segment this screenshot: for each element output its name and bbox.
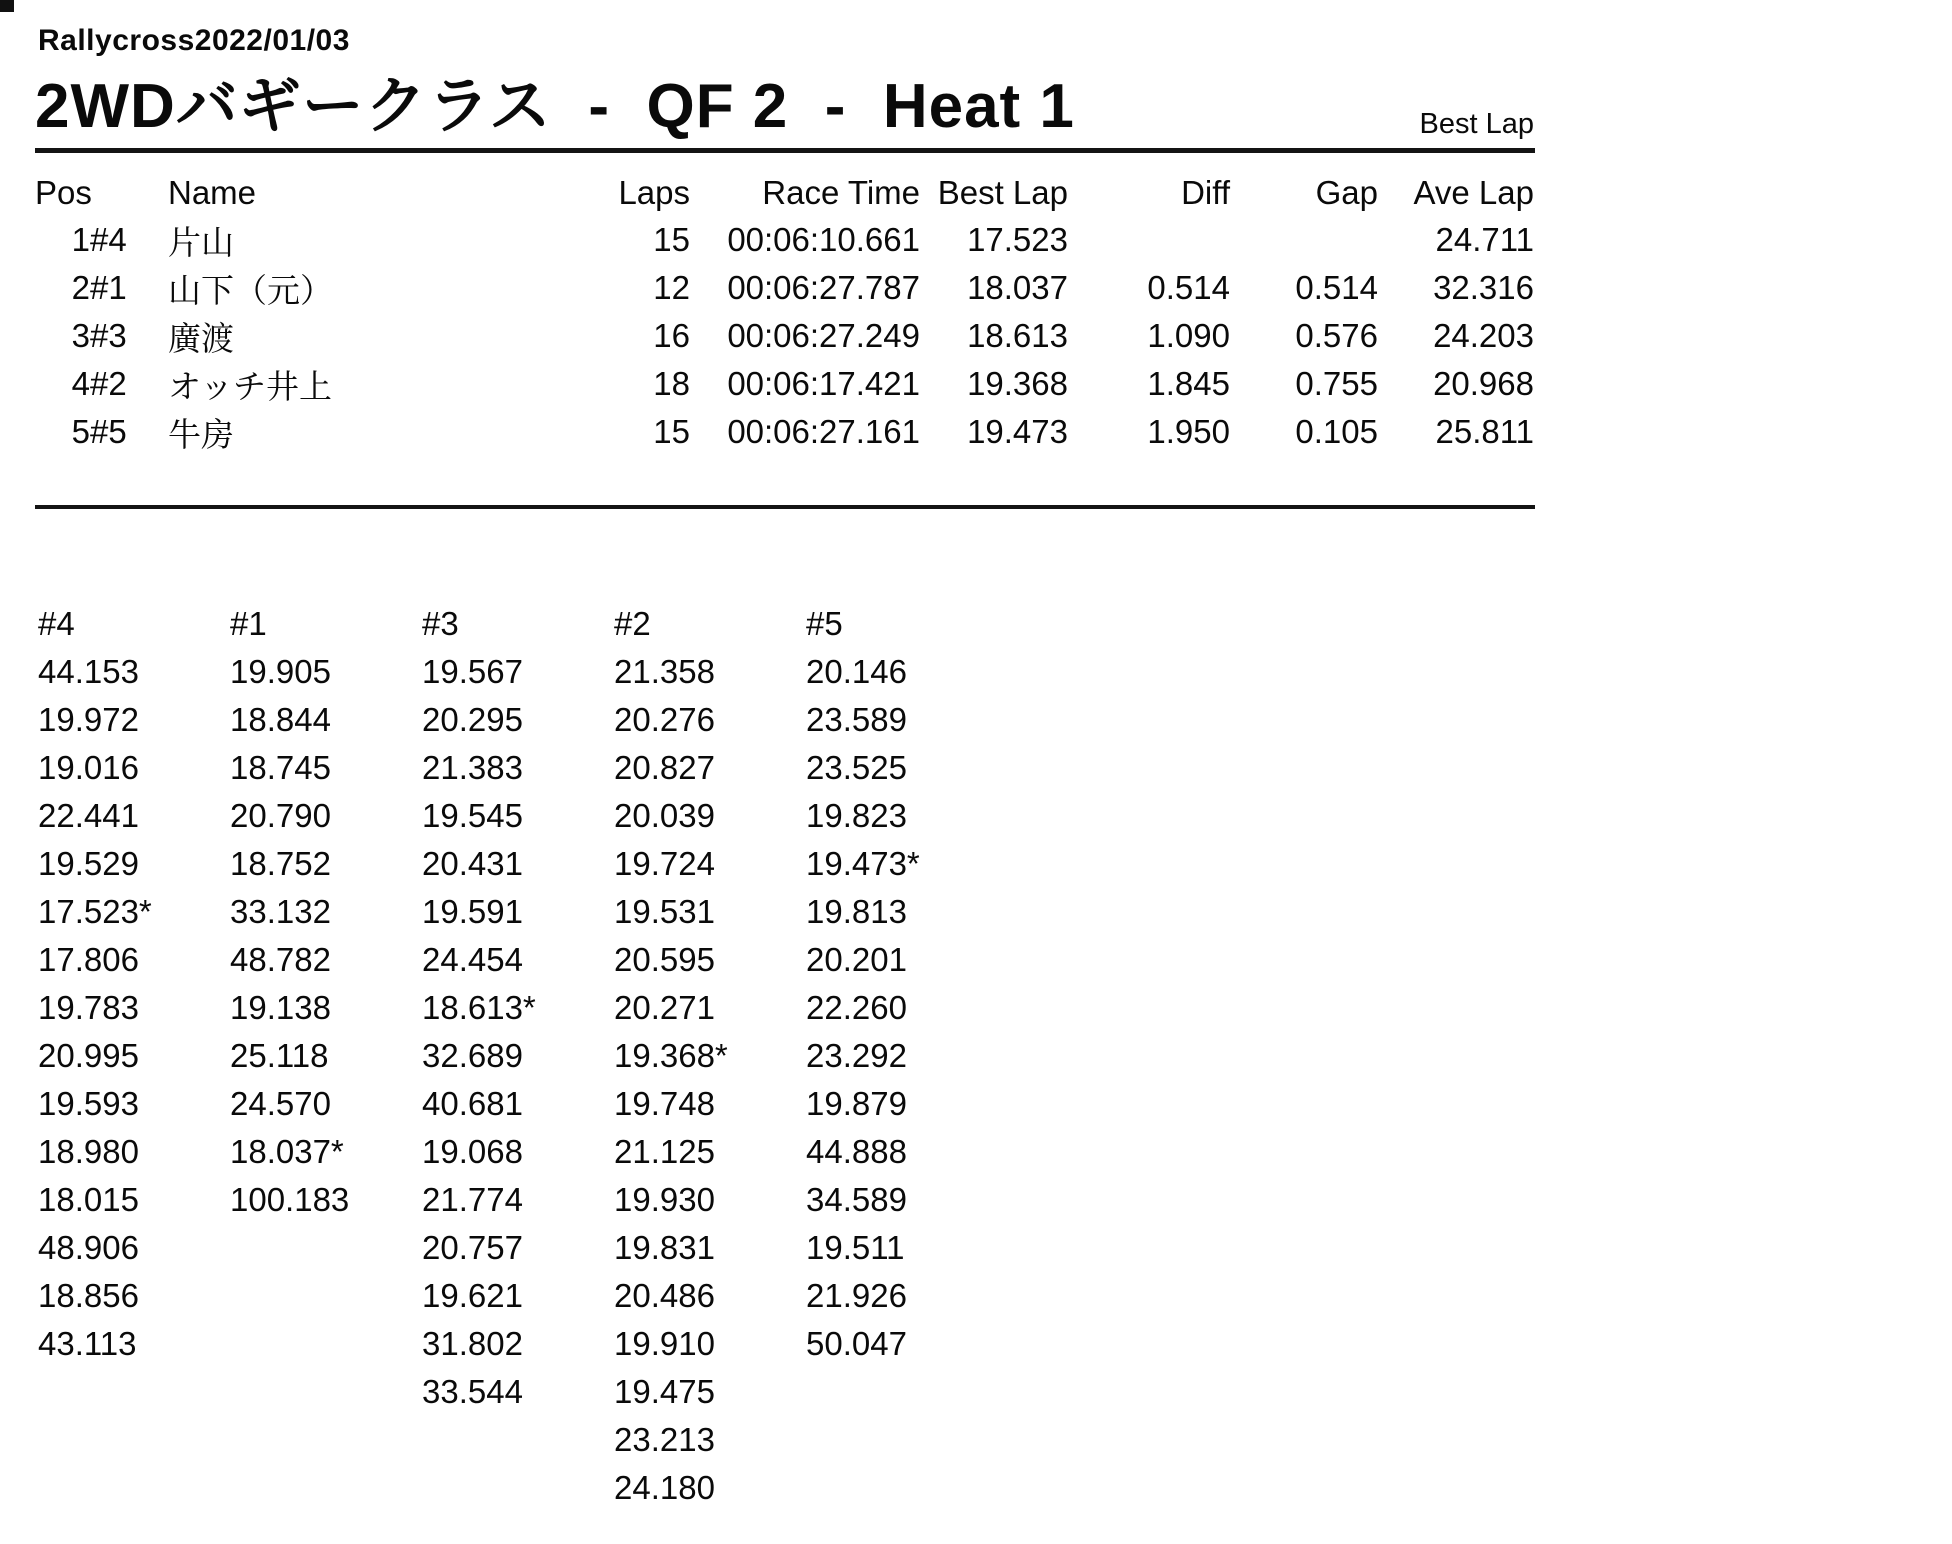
lap-time: 19.368* xyxy=(614,1037,728,1074)
lap-time: 17.523* xyxy=(38,893,152,930)
result-cell: 0.514 xyxy=(1295,269,1378,306)
result-row xyxy=(35,216,1534,264)
lap-time: 21.774 xyxy=(422,1181,523,1218)
result-cell: 山下（元） xyxy=(168,271,333,309)
lap-time: 24.180 xyxy=(614,1469,715,1506)
result-cell: 00:06:27.161 xyxy=(727,413,920,450)
divider-bottom xyxy=(35,505,1535,509)
lap-time: 19.879 xyxy=(806,1085,907,1122)
lap-time: 22.441 xyxy=(38,797,139,834)
lap-time: 44.153 xyxy=(38,653,139,690)
lap-times-section xyxy=(38,600,998,1512)
result-cell: 12 xyxy=(653,269,690,306)
result-cell: 1.950 xyxy=(1147,413,1230,450)
lap-time: 23.589 xyxy=(806,701,907,738)
result-cell: #4 xyxy=(90,221,127,258)
lap-column-car-number: #1 xyxy=(230,605,267,642)
results-table xyxy=(35,170,1534,456)
column-header: Name xyxy=(168,174,257,211)
lap-time: 18.745 xyxy=(230,749,331,786)
result-cell: 5 xyxy=(71,413,90,450)
lap-time: 19.831 xyxy=(614,1229,715,1266)
result-cell: 25.811 xyxy=(1435,413,1534,450)
result-cell: 32.316 xyxy=(1433,269,1534,306)
lap-time: 18.613* xyxy=(422,989,536,1026)
result-cell: 24.203 xyxy=(1433,317,1534,354)
result-cell: #1 xyxy=(90,269,127,306)
result-cell: 片山 xyxy=(168,223,234,261)
result-cell: #5 xyxy=(90,413,127,450)
lap-time: 18.015 xyxy=(38,1181,139,1218)
lap-time: 18.037* xyxy=(230,1133,344,1170)
result-cell: 0.105 xyxy=(1295,413,1378,450)
lap-time: 19.593 xyxy=(38,1085,139,1122)
lap-time: 18.980 xyxy=(38,1133,139,1170)
column-header: Race Time xyxy=(762,174,920,211)
lap-time: 44.888 xyxy=(806,1133,907,1170)
lap-time: 19.511 xyxy=(806,1229,905,1266)
lap-time: 19.531 xyxy=(614,893,715,930)
lap-time: 18.856 xyxy=(38,1277,139,1314)
lap-column-car-number: #5 xyxy=(806,605,843,642)
lap-time: 25.118 xyxy=(230,1037,329,1074)
column-header: Diff xyxy=(1181,174,1230,211)
lap-time: 18.844 xyxy=(230,701,331,738)
lap-time: 50.047 xyxy=(806,1325,907,1362)
lap-time: 19.724 xyxy=(614,845,715,882)
result-cell: 15 xyxy=(653,221,690,258)
result-row xyxy=(35,264,1534,312)
divider-top xyxy=(35,148,1535,153)
lap-time: 21.125 xyxy=(614,1133,715,1170)
result-cell: 17.523 xyxy=(967,221,1068,258)
result-cell: 3 xyxy=(71,317,90,354)
lap-time: 20.039 xyxy=(614,797,715,834)
result-cell: 0.576 xyxy=(1295,317,1378,354)
result-cell: 16 xyxy=(653,317,690,354)
lap-time: 19.545 xyxy=(422,797,523,834)
lap-time: 19.972 xyxy=(38,701,139,738)
result-cell: 廣渡 xyxy=(168,319,234,357)
lap-column-car-number: #2 xyxy=(614,605,651,642)
lap-time: 32.689 xyxy=(422,1037,523,1074)
lap-time: 19.783 xyxy=(38,989,139,1026)
result-cell: 牛房 xyxy=(168,415,234,453)
page-title: 2WDバギークラス - QF 2 - Heat 1 xyxy=(35,72,1075,141)
lap-time: 21.358 xyxy=(614,653,715,690)
lap-column xyxy=(38,600,230,1512)
lap-time: 18.752 xyxy=(230,845,331,882)
column-header: Pos xyxy=(35,174,92,211)
result-cell: オッチ井上 xyxy=(168,367,333,405)
lap-time: 23.213 xyxy=(614,1421,715,1458)
result-cell: 2 xyxy=(71,269,90,306)
lap-time: 19.621 xyxy=(422,1277,523,1314)
lap-time: 19.529 xyxy=(38,845,139,882)
lap-time: 20.790 xyxy=(230,797,331,834)
result-cell: 24.711 xyxy=(1435,221,1534,258)
result-cell: 0.514 xyxy=(1147,269,1230,306)
result-cell: 15 xyxy=(653,413,690,450)
result-cell: 0.755 xyxy=(1295,365,1378,402)
lap-time: 34.589 xyxy=(806,1181,907,1218)
result-cell: 1.845 xyxy=(1147,365,1230,402)
lap-time: 19.475 xyxy=(614,1373,715,1410)
result-cell: 1.090 xyxy=(1147,317,1230,354)
lap-time: 19.930 xyxy=(614,1181,715,1218)
lap-time: 40.681 xyxy=(422,1085,523,1122)
lap-time: 20.295 xyxy=(422,701,523,738)
column-header: Laps xyxy=(618,174,690,211)
scan-corner-artifact xyxy=(0,0,14,12)
lap-time: 100.183 xyxy=(230,1181,350,1218)
column-header: Best Lap xyxy=(937,174,1068,211)
result-cell: 18.037 xyxy=(967,269,1068,306)
column-header: Ave Lap xyxy=(1413,174,1534,211)
lap-time: 33.544 xyxy=(422,1373,523,1410)
lap-time: 24.570 xyxy=(230,1085,331,1122)
lap-column xyxy=(806,600,998,1512)
results-table-header xyxy=(35,170,1534,216)
lap-time: 19.748 xyxy=(614,1085,715,1122)
result-cell: 19.368 xyxy=(967,365,1068,402)
event-date-label: Rallycross2022/01/03 xyxy=(38,24,350,57)
lap-time: 20.486 xyxy=(614,1277,715,1314)
column-header xyxy=(90,170,168,216)
sort-mode-label: Best Lap xyxy=(1419,108,1534,140)
lap-time: 22.260 xyxy=(806,989,907,1026)
lap-time: 19.016 xyxy=(38,749,139,786)
lap-time: 19.813 xyxy=(806,893,907,930)
lap-time: 19.567 xyxy=(422,653,523,690)
lap-time: 31.802 xyxy=(422,1325,523,1362)
lap-column xyxy=(230,600,422,1512)
lap-time: 20.827 xyxy=(614,749,715,786)
result-cell: 00:06:10.661 xyxy=(727,221,920,258)
result-cell: 1 xyxy=(71,221,90,258)
results-table-body xyxy=(35,216,1534,456)
result-cell: 20.968 xyxy=(1433,365,1534,402)
result-row xyxy=(35,360,1534,408)
lap-time: 20.595 xyxy=(614,941,715,978)
lap-time: 19.823 xyxy=(806,797,907,834)
lap-time: 17.806 xyxy=(38,941,139,978)
lap-column xyxy=(422,600,614,1512)
result-cell xyxy=(1068,216,1230,264)
lap-time: 19.068 xyxy=(422,1133,523,1170)
result-row xyxy=(35,312,1534,360)
lap-time: 19.905 xyxy=(230,653,331,690)
result-cell xyxy=(1230,216,1378,264)
result-cell: 00:06:17.421 xyxy=(727,365,920,402)
lap-time: 20.271 xyxy=(614,989,715,1026)
lap-time: 20.995 xyxy=(38,1037,139,1074)
result-cell: 18 xyxy=(653,365,690,402)
lap-time: 20.757 xyxy=(422,1229,523,1266)
lap-time: 19.591 xyxy=(422,893,523,930)
lap-time: 43.113 xyxy=(38,1325,137,1362)
lap-time: 23.292 xyxy=(806,1037,907,1074)
lap-column xyxy=(614,600,806,1512)
result-cell: 00:06:27.787 xyxy=(727,269,920,306)
lap-column-car-number: #3 xyxy=(422,605,459,642)
result-cell: 18.613 xyxy=(967,317,1068,354)
lap-time: 24.454 xyxy=(422,941,523,978)
lap-time: 19.138 xyxy=(230,989,331,1026)
result-row xyxy=(35,408,1534,456)
lap-column-car-number: #4 xyxy=(38,605,75,642)
result-cell: #2 xyxy=(90,365,127,402)
lap-time: 20.201 xyxy=(806,941,907,978)
lap-time: 20.146 xyxy=(806,653,907,690)
lap-time: 48.782 xyxy=(230,941,331,978)
result-cell: 4 xyxy=(71,365,90,402)
result-cell: 19.473 xyxy=(967,413,1068,450)
lap-time: 23.525 xyxy=(806,749,907,786)
lap-time: 33.132 xyxy=(230,893,331,930)
column-header: Gap xyxy=(1315,174,1378,211)
lap-time: 21.926 xyxy=(806,1277,907,1314)
lap-time: 20.276 xyxy=(614,701,715,738)
lap-time: 48.906 xyxy=(38,1229,139,1266)
lap-time: 21.383 xyxy=(422,749,523,786)
result-cell: 00:06:27.249 xyxy=(727,317,920,354)
lap-time: 19.910 xyxy=(614,1325,715,1362)
lap-time: 20.431 xyxy=(422,845,523,882)
lap-time: 19.473* xyxy=(806,845,920,882)
result-cell: #3 xyxy=(90,317,127,354)
